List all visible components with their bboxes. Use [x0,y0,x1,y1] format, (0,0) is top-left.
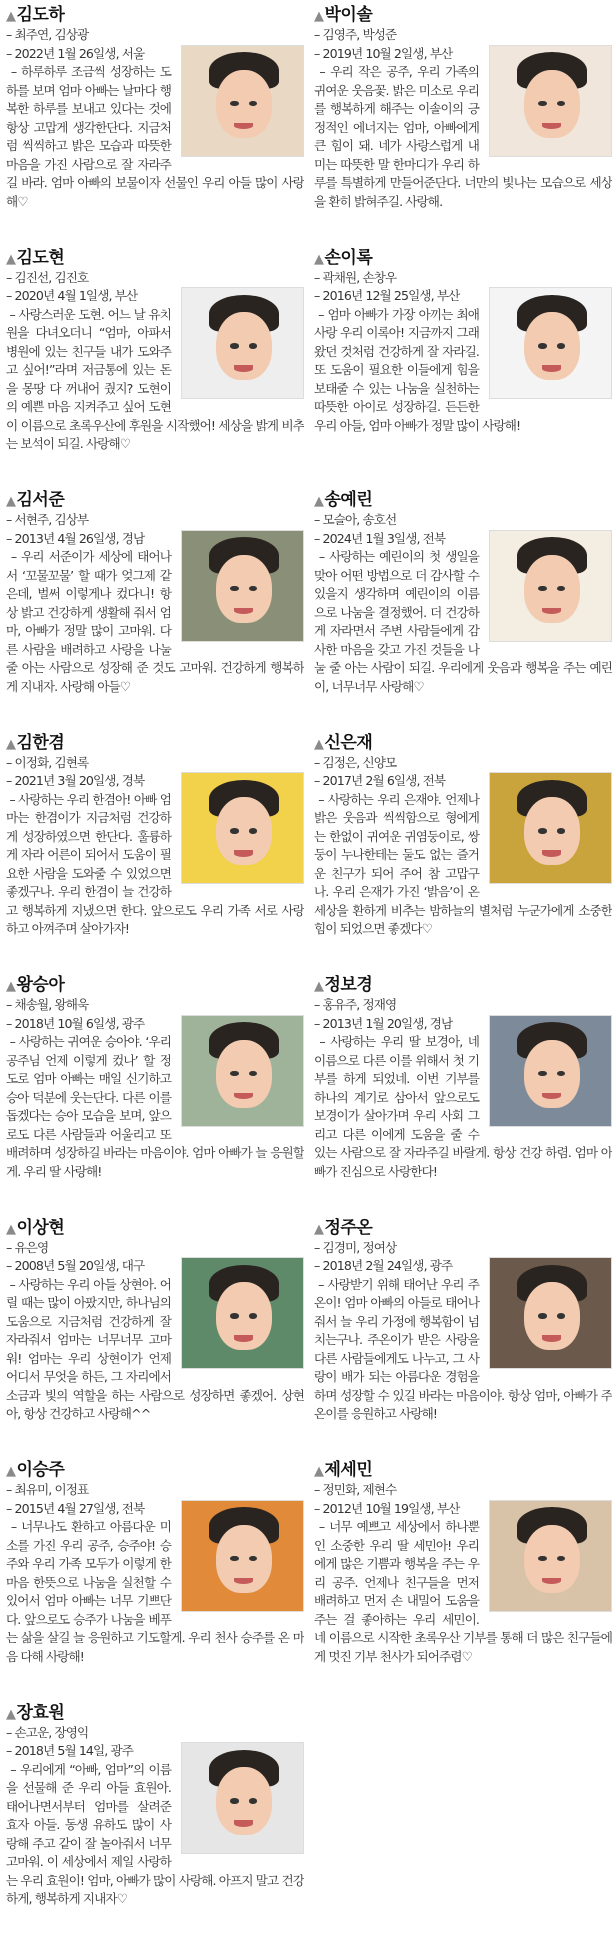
parents: – 이정화, 김현록 [6,754,89,770]
message-text: 우리에게 “아빠, 엄마”의 이름을 선물해 준 우리 아들 효원아. 태어나면서부터 엄마를 살려준 효자 아들. 동생 유하도 많이 사랑해 주고 같이 잘 놀아줘서 너무 고마워. 이 세상에서 제일 사랑하는 우리 효원이! 엄마, 아빠가 많이 사랑해. 아프지 말고 건강하게, 행복하게 지내자♡ [6,1761,304,1906]
child-photo [489,1015,612,1127]
photo-eye [230,343,238,349]
child-name-text: 김도하 [16,5,65,25]
photo-eye [557,1313,565,1319]
message: – 하루하루 조금씩 성장하는 도하를 보며 엄마 아빠는 날마다 행복한 하루를 보내고 있다는 것에 항상 고맙게 생각한단다. 지금처럼 씩씩하고 밝은 모습과 따뜻한 마음을 가진 사람으로 잘 자라주길 바라. 엄마 아빠의 보물이자 선물인 우리 아들 많이 사랑해♡ [6,64,304,209]
triangle-icon: ▲ [314,251,324,267]
parents-text: 최주연, 김상광 [14,27,89,42]
child-name [314,974,612,996]
child-name [6,732,304,754]
message: – 사랑하는 우리 딸 보경아, 네 이름으로 다른 이를 위해서 첫 기부를 하게 되었네. 이번 기부를 하나의 계기로 삼아서 앞으로도 보경이가 살아가며 우리 사회 그리고 다른 이에게 도움을 줄 수 있는 사람으로 잘 자라주길 바랄게. 항상 건강 하렴. 엄마 아빠가 진심으로 사랑한다! [314,1034,612,1179]
parents: – 홍유주, 정재영 [314,997,397,1012]
photo-eye [230,828,238,834]
message: – 사랑하는 우리 아들 상현아. 어릴 때는 많이 아팠지만, 하나님의 도움으로 지금처럼 건강하게 잘 자라줘서 엄마는 너무너무 고마워! 엄마는 우리 상현이가 언제 어디서 무엇을 하든, 그 자리에서 소금과 빛의 역할을 하는 사람으로 성장하면 좋겠어. 상현아, 항상 건강하고 사랑해^^ [6,1276,304,1421]
birth-text: 2018년 10월 6일생, 광주 [14,1015,145,1031]
birth-text: 2015년 4월 27일생, 전북 [14,1500,145,1516]
photo-eye [249,1313,257,1319]
parents: – 곽채원, 손창우 [314,269,397,285]
message: – 우리 서준이가 세상에 태어나서 ‘꼬물꼬물’ 할 때가 엊그제 같은데, 벌써 이렇게나 컸다니! 항상 밝고 건강하게 생활해 줘서 엄마, 아빠가 정말 많이 고마워. 다른 사람을 배려하고 사랑을 나눌 줄 아는 사람으로 성장해 준 것도 고마워. 건강하게 행복하게 지내자. 사랑해 아들♡ [6,549,304,694]
birth-info: – 2016년 12월 25일생, 부산 [314,288,460,303]
child-name [314,732,612,754]
birth-text: 2018년 5월 14일, 광주 [14,1743,134,1758]
photo-eye [230,1798,238,1804]
child-name [6,1459,304,1481]
child-name [6,974,304,996]
photo-eye [230,1556,238,1562]
parents: – 채송월, 왕해욱 [6,997,89,1012]
photo-eye [249,1556,257,1562]
child-photo [489,1257,612,1369]
child-name-text: 제세민 [324,1460,373,1480]
birth-info: – 2019년 10월 2일생, 부산 [314,45,453,61]
parents-text: 김정은, 신양모 [322,754,397,770]
child-entry [314,732,612,970]
child-name-text: 송예린 [324,490,373,510]
photo-eye [538,343,546,349]
message: – 사랑하는 예린이의 첫 생일을 맞아 어떤 방법으로 더 감사할 수 있을지 생각하며 예린이의 이름으로 나눔을 결정했어. 더 건강하게 자라면서 주변 사람들에게 감사한 마음을 갖고 가진 것들을 나눌 줄 아는 사람이 되길. 우리에게 웃음과 행복을 주는 예린이, 너무너무 사랑해♡ [314,549,612,694]
child-photo [489,1500,612,1612]
child-name-text: 신은재 [324,732,373,753]
message-text: 사랑하는 우리 아들 상현아. 어릴 때는 많이 아팠지만, 하나님의 도움으로 지금처럼 건강하게 잘 자라줘서 엄마는 너무너무 고마워! 엄마는 우리 상현이가 언제 어디서 무엇을 하든, 그 자리에서 소금과 빛의 역할을 하는 사람으로 성장하면 좋겠어. 상현아, 항상 건강하고 사랑해^^ [6,1276,304,1421]
triangle-icon: ▲ [6,9,16,24]
message: – 너무나도 환하고 아름다운 미소를 가진 우리 공주, 승주야! 승주와 우리 가족 모두가 이렇게 한마음 한뜻으로 나눔을 실천할 수 있어서 엄마 아빠는 너무 기쁘단다. 앞으로도 승주가 나눔을 베푸는 삶을 살길 늘 응원하고 기도할게. 우리 천사 승주를 온 마음 다해 사랑해! [6,1519,304,1664]
child-photo [181,772,304,884]
child-name-text: 김도현 [16,247,65,268]
parents-text: 이정화, 김현록 [14,754,89,770]
child-entry [6,732,304,970]
child-entry [6,974,304,1212]
photo-mouth [234,1820,253,1827]
child-entry [6,4,304,242]
parents-text: 모슬아, 송호선 [322,512,397,527]
photo-eye [557,1556,565,1562]
photo-eye [538,828,546,834]
parents-text: 김영주, 박성준 [322,27,397,42]
child-entry [314,247,612,485]
parents: – 손고운, 장영익 [6,1724,89,1740]
message: – 사랑하는 우리 한겸아! 아빠 엄마는 한겸이가 지금처럼 건강하게 성장하였으면 한단다. 훌륭하게 자라 어른이 되어서 도움이 필요한 사람을 도와줄 수 있었으면 좋겠구나. 우리 한겸이 늘 건강하고 행복하게 지냈으면 한다. 앞으로도 우리 가족 서로 사랑하고 아껴주며 살아가자! [6,791,304,936]
triangle-icon: ▲ [6,736,16,752]
birth-info: – 2017년 2월 6일생, 전북 [314,773,446,788]
photo-eye [538,101,546,107]
child-entry [6,1217,304,1455]
triangle-icon: ▲ [6,979,16,994]
child-name-text: 왕승아 [16,975,65,995]
parents: – 최유미, 이정표 [6,1482,89,1497]
child-name-text: 정보경 [324,975,373,995]
birth-text: 2012년 10월 19일생, 부산 [322,1500,460,1516]
parents: – 김진선, 김진호 [6,269,89,285]
child-name-text: 정주온 [324,1217,373,1238]
photo-mouth [542,850,561,857]
parents-text: 유은영 [14,1239,49,1255]
child-name [6,1217,304,1239]
birth-text: 2019년 10월 2일생, 부산 [322,45,453,61]
photo-eye [230,1313,238,1319]
message: – 사랑하는 우리 은재야. 언제나 밝은 웃음과 씩씩함으로 형에게는 한없이 귀여운 귀염둥이로, 쌍둥이 누나한테는 둘도 없는 즐거운 친구가 되어 주어 참 고맙구나. 우리 은재가 가진 ‘밝음’이 온 세상을 환하게 비추는 밤하늘의 별처럼 누군가에게 소중한 힘이 되었으면 좋겠다♡ [314,791,612,936]
photo-eye [538,1556,546,1562]
message: – 너무 예쁘고 세상에서 하나뿐인 소중한 우리 딸 세민아! 우리에게 많은 기쁨과 행복을 주는 우리 공주. 언제나 친구들을 먼저 배려하고 먼저 손 내밀어 도움을 주는 걸 좋아하는 우리 세민이. 네 이름으로 시작한 초록우산 기부를 통해 더 많은 친구들에게 멋진 기부 천사가 되어주렴♡ [314,1519,612,1664]
message-text: 사랑하는 우리 은재야. 언제나 밝은 웃음과 씩씩함으로 형에게는 한없이 귀여운 귀염둥이로, 쌍둥이 누나한테는 둘도 없는 즐거운 친구가 되어 주어 참 고맙구나. 우리 은재가 가진 ‘밝음’이 온 세상을 환하게 비추는 밤하늘의 별처럼 누군가에게 소중한 힘이 되었으면 좋겠다♡ [314,791,612,936]
child-entry [314,4,612,242]
parents-text: 김진선, 김진호 [14,269,89,285]
child-photo [181,1742,304,1854]
message: – 사랑스러운 도현. 어느 날 유치원을 다녀오더니 “엄마, 아파서 병원에 있는 친구들 내가 도와주고 싶어!”라며 저금통에 있는 돈을 몽땅 다 꺼내어 줬지? 도현이의 예쁜 마음 지켜주고 싶어 도현이 이름으로 초록우산에 후원을 시작했어! 세상을 밝게 비추는 보석이 되길. 사랑해♡ [6,306,304,451]
child-entry [314,489,612,727]
child-name [314,1459,612,1481]
child-name [314,1217,612,1239]
photo-eye [557,343,565,349]
child-photo [489,530,612,642]
triangle-icon: ▲ [314,1221,324,1237]
photo-eye [249,1798,257,1804]
triangle-icon: ▲ [6,251,16,267]
message-text: 사랑받기 위해 태어난 우리 주온이! 엄마 아빠의 아들로 태어나 줘서 늘 우리 가정에 행복함이 넘치는구나. 주온이가 받은 사랑을 다른 사람들에게도 나누고, 그 사랑이 배가 되는 아름다운 경험을 하며 성장할 수 있길 바라는 마음이야. 항상 엄마, 아빠가 주온이를 응원하고 사랑해! [314,1276,612,1421]
message: – 우리 작은 공주, 우리 가족의 귀여운 웃음꽃. 밝은 미소로 우리를 행복하게 해주는 이솔이의 긍정적인 에너지는 엄마, 아빠에게 큰 힘이 돼. 네가 사랑스럽게 내미는 따뜻한 말 한마디가 우리 하루를 특별하게 만들어준단다. 너만의 빛나는 모습으로 세상을 환히 밝혀주길. 사랑해. [314,64,612,209]
child-name-text: 김서준 [16,490,65,510]
message-text: 하루하루 조금씩 성장하는 도하를 보며 엄마 아빠는 날마다 행복한 하루를 보내고 있다는 것에 항상 고맙게 생각한단다. 지금처럼 씩씩하고 밝은 모습과 따뜻한 마음을 가진 사람으로 잘 자라주길 바라. 엄마 아빠의 보물이자 선물인 우리 아들 많이 사랑해♡ [6,64,304,209]
child-name [6,247,304,269]
child-photo [489,287,612,399]
parents: – 최주연, 김상광 [6,27,89,42]
message-text: 우리 서준이가 세상에 태어나서 ‘꼬물꼬물’ 할 때가 엊그제 같은데, 벌써 이렇게나 컸다니! 항상 밝고 건강하게 생활해 줘서 엄마, 아빠가 정말 많이 고마워. 다른 사람을 배려하고 사랑을 나눌 줄 아는 사람으로 성장해 준 것도 고마워. 건강하게 행복하게 지내자. 사랑해 아들♡ [6,549,304,694]
child-entry [314,974,612,1212]
birth-info: – 2018년 5월 14일, 광주 [6,1743,134,1758]
child-photo [489,45,612,157]
child-entry [6,1702,304,1940]
photo-mouth [234,1335,253,1342]
photo-eye [557,1071,565,1077]
parents-text: 서현주, 김상부 [14,512,89,527]
parents-text: 곽채원, 손창우 [322,269,397,285]
message: – 우리에게 “아빠, 엄마”의 이름을 선물해 준 우리 아들 효원아. 태어나면서부터 엄마를 살려준 효자 아들. 동생 유하도 많이 사랑해 주고 같이 잘 놀아줘서 너무 고마워. 이 세상에서 제일 사랑하는 우리 효원이! 엄마, 아빠가 많이 사랑해. 아프지 말고 건강하게, 행복하게 지내자♡ [6,1761,304,1906]
birth-info: – 2021년 3월 20일생, 경북 [6,773,145,788]
child-name-text: 박이솔 [324,5,373,25]
parents-text: 김경미, 정여상 [322,1239,397,1255]
birth-info: – 2018년 2월 24일생, 광주 [314,1258,453,1273]
message-text: 엄마 아빠가 가장 아끼는 최애 사랑 우리 이록아! 지금까지 그래 왔던 것처럼 건강하게 잘 자라길. 또 도움이 필요한 이들에게 힘을 보태줄 수 있는 나눔을 실천하는 따뜻한 아이로 성장하길. 든든한 우리 아들, 엄마 아빠가 정말 많이 사랑해! [314,306,521,433]
child-name [314,4,612,26]
parents-text: 최유미, 이정표 [14,1482,89,1497]
parents: – 서현주, 김상부 [6,512,89,527]
photo-eye [538,1313,546,1319]
photo-eye [249,1071,257,1077]
triangle-icon: ▲ [314,494,324,509]
child-entry [6,247,304,485]
message-text: 사랑하는 귀여운 승아야. ‘우리 공주님 언제 이렇게 컸나’ 할 정도로 엄마 아빠는 매일 신기하고 승아 덕분에 웃는단다. 다른 이를 돕겠다는 승아 모습을 보며, 앞으로도 다른 사람들과 어울리고 또 배려하며 성장하길 바라는 마음이야. 엄마 아빠가 늘 응원할게. 우리 딸 사랑해! [6,1034,304,1179]
triangle-icon: ▲ [314,979,324,994]
birth-text: 2021년 3월 20일생, 경북 [14,773,145,788]
triangle-icon: ▲ [6,494,16,509]
photo-eye [557,828,565,834]
photo-mouth [542,365,561,372]
child-name-text: 이승주 [16,1460,65,1480]
birth-info: – 2013년 1월 20일생, 경남 [314,1015,453,1031]
message-text: 사랑하는 예린이의 첫 생일을 맞아 어떤 방법으로 더 감사할 수 있을지 생각하며 예린이의 이름으로 나눔을 결정했어. 더 건강하게 자라면서 주변 사람들에게 감사한 마음을 갖고 가진 것들을 나눌 줄 아는 사람이 되길. 우리에게 웃음과 행복을 주는 예린이, 너무너무 사랑해♡ [314,549,612,694]
birth-info: – 2013년 4월 26일생, 경남 [6,530,145,546]
photo-eye [249,586,257,592]
child-name [314,489,612,511]
photo-mouth [234,365,253,372]
birth-info: – 2024년 1월 3일생, 전북 [314,530,446,546]
triangle-icon: ▲ [314,736,324,752]
child-name [6,4,304,26]
birth-text: 2017년 2월 6일생, 전북 [322,773,446,788]
photo-eye [230,1071,238,1077]
triangle-icon: ▲ [6,1221,16,1237]
message-text: 너무나도 환하고 아름다운 미소를 가진 우리 공주, 승주야! 승주와 우리 가족 모두가 이렇게 한마음 한뜻으로 나눔을 실천할 수 있어서 엄마 아빠는 너무 기쁘단다. 앞으로도 승주가 나눔을 베푸는 삶을 살길 늘 응원하고 기도할게. 우리 천사 승주를 온 마음 다해 사랑해! [6,1519,304,1664]
child-entry [6,489,304,727]
child-photo [181,1257,304,1369]
parents: – 김정은, 신양모 [314,754,397,770]
parents-text: 손고운, 장영익 [14,1724,89,1740]
photo-eye [557,586,565,592]
parents-text: 홍유주, 정재영 [322,997,397,1012]
photo-eye [249,343,257,349]
message-text: 사랑스러운 도현. 어느 날 유치원을 다녀오더니 “엄마, 아파서 병원에 있는 친구들 내가 도와주고 싶어!”라며 저금통에 있는 돈을 몽땅 다 꺼내어 줬지? 도현이의 예쁜 마음 지켜주고 싶어 도현이 이름으로 초록우산에 후원을 시작했어! 세상을 밝게 비추는 보석이 되길. 사랑해♡ [6,306,304,451]
photo-eye [249,828,257,834]
child-name [314,247,612,269]
message-text: 사랑하는 우리 딸 보경아, 네 이름으로 다른 이를 위해서 첫 기부를 하게 되었네. 이번 기부를 하나의 계기로 삼아서 앞으로도 보경이가 살아가며 우리 사회 그리고 다른 이에게 도움을 줄 수 있는 사람으로 잘 자라주길 바랄게. 항상 건강 하렴. 엄마 아빠가 진심으로 사랑한다! [314,1034,612,1179]
message-text: 사랑하는 우리 한겸아! 아빠 엄마는 한겸이가 지금처럼 건강하게 성장하였으면 한단다. 훌륭하게 자라 어른이 되어서 도움이 필요한 사람을 도와줄 수 있었으면 좋겠구나. 우리 한겸이 늘 건강하고 행복하게 지냈으면 한다. 앞으로도 우리 가족 서로 사랑하고 아껴주며 살아가자! [6,791,304,936]
child-photo [181,530,304,642]
birth-info: – 2022년 1월 26일생, 서울 [6,45,145,61]
parents: – 유은영 [6,1239,49,1255]
child-name-text: 장효원 [16,1702,65,1723]
child-photo [181,45,304,157]
photo-eye [557,101,565,107]
photo-eye [249,101,257,107]
birth-info: – 2015년 4월 27일생, 전북 [6,1500,145,1516]
child-name-text: 손이록 [324,247,373,268]
birth-info: – 2008년 5월 20일생, 대구 [6,1258,145,1273]
birth-info: – 2018년 10월 6일생, 광주 [6,1015,145,1031]
message-text: 너무 예쁘고 세상에서 하나뿐인 소중한 우리 딸 세민아! 우리에게 많은 기쁨과 행복을 주는 우리 공주. 언제나 친구들을 먼저 배려하고 먼저 손 내밀어 도움을 주는 걸 좋아하는 우리 세민이. 네 이름으로 시작한 초록우산 기부를 통해 더 많은 친구들에게 멋진 기부 천사가 되어주렴♡ [314,1519,612,1664]
child-photo [489,772,612,884]
message: – 사랑하는 귀여운 승아야. ‘우리 공주님 언제 이렇게 컸나’ 할 정도로 엄마 아빠는 매일 신기하고 승아 덕분에 웃는단다. 다른 이를 돕겠다는 승아 모습을 보며, 앞으로도 다른 사람들과 어울리고 또 배려하며 성장하길 바라는 마음이야. 엄마 아빠가 늘 응원할게. 우리 딸 사랑해! [6,1034,304,1179]
photo-eye [538,586,546,592]
photo-eye [538,1071,546,1077]
birth-info: – 2020년 4월 1일생, 부산 [6,288,138,303]
child-entry [314,1459,612,1697]
birth-text: 2020년 4월 1일생, 부산 [14,288,138,303]
child-name [6,1702,304,1724]
parents: – 모슬아, 송호선 [314,512,397,527]
child-photo [181,287,304,399]
parents-text: 채송월, 왕해욱 [14,997,89,1012]
parents: – 정민화, 제현수 [314,1482,397,1497]
photo-eye [230,101,238,107]
child-entry [6,1459,304,1697]
triangle-icon: ▲ [314,9,324,24]
parents: – 김영주, 박성준 [314,27,397,42]
birth-text: 2013년 1월 20일생, 경남 [322,1015,453,1031]
child-name [6,489,304,511]
photo-mouth [234,850,253,857]
photo-eye [230,586,238,592]
birth-text: 2024년 1월 3일생, 전북 [322,530,446,546]
child-entry [314,1217,612,1455]
triangle-icon: ▲ [314,1464,324,1479]
parents: – 김경미, 정여상 [314,1239,397,1255]
child-photo [181,1015,304,1127]
child-photo [181,1500,304,1612]
triangle-icon: ▲ [6,1706,16,1722]
birth-text: 2018년 2월 24일생, 광주 [322,1258,453,1273]
triangle-icon: ▲ [6,1464,16,1479]
birth-text: 2016년 12월 25일생, 부산 [322,288,460,303]
parents-text: 정민화, 제현수 [322,1482,397,1497]
photo-mouth [542,1335,561,1342]
child-name-text: 김한겸 [16,732,65,753]
birth-text: 2008년 5월 20일생, 대구 [14,1258,145,1273]
message: – 사랑받기 위해 태어난 우리 주온이! 엄마 아빠의 아들로 태어나 줘서 늘 우리 가정에 행복함이 넘치는구나. 주온이가 받은 사랑을 다른 사람들에게도 나누고, 그 사랑이 배가 되는 아름다운 경험을 하며 성장할 수 있길 바라는 마음이야. 항상 엄마, 아빠가 주온이를 응원하고 사랑해! [314,1276,612,1421]
message-text: 우리 작은 공주, 우리 가족의 귀여운 웃음꽃. 밝은 미소로 우리를 행복하게 해주는 이솔이의 긍정적인 에너지는 엄마, 아빠에게 큰 힘이 돼. 네가 사랑스럽게 내미는 따뜻한 말 한마디가 우리 하루를 특별하게 만들어준단다. 너만의 빛나는 모습으로 세상을 환히 밝혀주길. 사랑해. [314,64,612,209]
birth-text: 2022년 1월 26일생, 서울 [14,45,145,61]
child-name-text: 이상현 [16,1217,65,1238]
message: – 엄마 아빠가 가장 아끼는 최애 사랑 우리 이록아! 지금까지 그래 왔던 것처럼 건강하게 잘 자라길. 또 도움이 필요한 이들에게 힘을 보태줄 수 있는 나눔을 실천하는 따뜻한 아이로 성장하길. 든든한 우리 아들, 엄마 아빠가 정말 많이 사랑해! [314,306,521,433]
birth-info: – 2012년 10월 19일생, 부산 [314,1500,460,1516]
birth-text: 2013년 4월 26일생, 경남 [14,530,145,546]
